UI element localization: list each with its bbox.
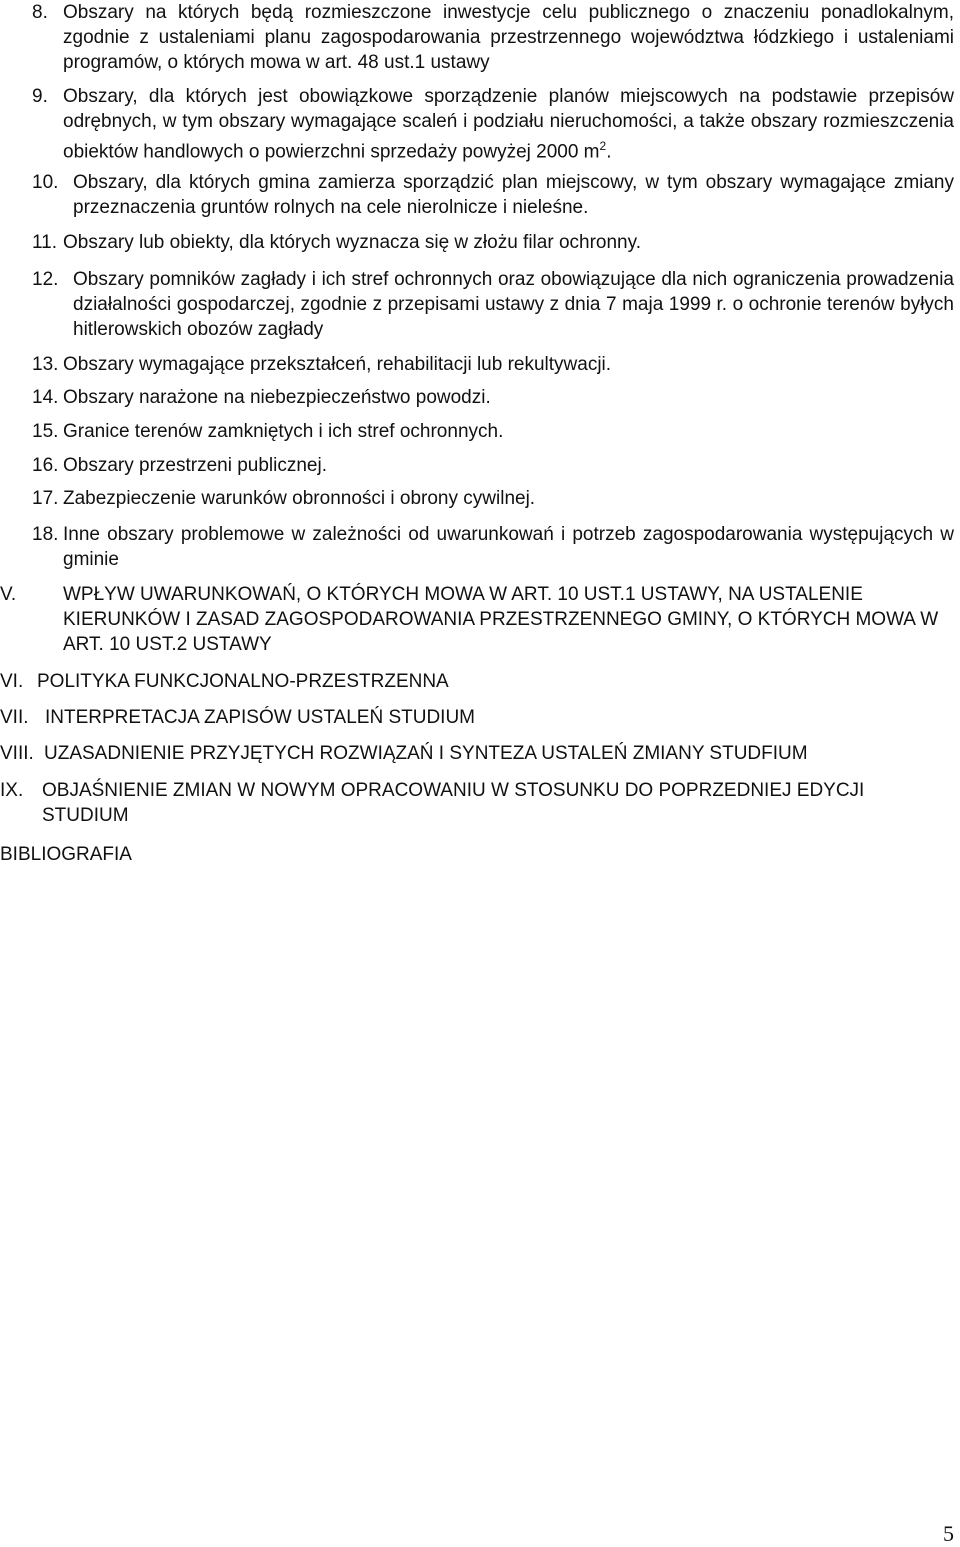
list-item-16 (32, 453, 954, 478)
list-item-11 (32, 230, 954, 255)
item-number: 17. (32, 488, 59, 509)
list-item-9 (32, 84, 954, 164)
item-text: Obszary narażone na niebezpieczeństwo powodzi. (63, 387, 491, 408)
item-number: 12. (32, 269, 59, 290)
section-heading: WPŁYW UWARUNKOWAŃ, O KTÓRYCH MOWA W ART. 10 UST.1 USTAWY, NA USTALENIE KIERUNKÓW I ZASAD ZAGOSPODAROWANIA PRZESTRZENNEGO GMINY, O KTÓRYCH MOWA W ART. 10 UST.2 USTAWY (63, 584, 939, 655)
section-number: VIII. (0, 743, 34, 764)
list-item-14 (32, 385, 954, 410)
item-text: Obszary lub obiekty, dla których wyznacza się w złożu filar ochronny. (63, 232, 641, 253)
item-text: Inne obszary problemowe w zależności od uwarunkowań i potrzeb zagospodarowania występujących w gminie (63, 524, 954, 570)
section-number: V. (0, 584, 17, 605)
item-text: Granice terenów zamkniętych i ich stref ochronnych. (63, 421, 504, 442)
page-number: 5 (943, 1521, 954, 1546)
section-ix (0, 778, 954, 828)
item-text: Zabezpieczenie warunków obronności i obrony cywilnej. (63, 488, 536, 509)
list-item-13 (32, 352, 954, 377)
bibliography-heading: BIBLIOGRAFIA (0, 844, 132, 865)
section-heading: INTERPRETACJA ZAPISÓW USTALEŃ STUDIUM (45, 707, 476, 728)
list-item-8 (32, 0, 954, 75)
item-number: 18. (32, 524, 59, 545)
item-text: Obszary, dla których gmina zamierza sporządzić plan miejscowy, w tym obszary wymagające zmiany przeznaczenia gruntów rolnych na cele nierolnicze i nieleśne. (73, 172, 954, 218)
list-item-15 (32, 419, 954, 444)
item-text: Obszary na których będą rozmieszczone inwestycje celu publicznego o znaczeniu ponadlokalnym, zgodnie z ustaleniami planu zagospodarowania przestrzennego województwa łódzkiego i ustaleniami programów, o których mowa w art. 48 ust.1 ustawy (63, 2, 954, 73)
section-vii (0, 705, 954, 730)
list-item-17 (32, 486, 954, 511)
item-number: 16. (32, 455, 59, 476)
item-number: 9. (32, 86, 48, 107)
item-text-tail: . (606, 141, 612, 163)
item-number: 10. (32, 172, 59, 193)
item-text: Obszary, dla których jest obowiązkowe sporządzenie planów miejscowych na podstawie przepisów odrębnych, w tym obszary wymagające scaleń i podziału nieruchomości, a także obszary rozmieszczenia obiektów handlowych o powierzchni sprzedaży powyżej 2000 m (63, 86, 954, 163)
item-number: 11. (32, 232, 58, 253)
item-text: Obszary wymagające przekształceń, rehabilitacji lub rekultywacji. (63, 354, 612, 375)
section-heading: UZASADNIENIE PRZYJĘTYCH ROZWIĄZAŃ I SYNTEZA USTALEŃ ZMIANY STUDFIUM (44, 743, 808, 764)
item-number: 13. (32, 354, 59, 375)
section-number: VII. (0, 707, 29, 728)
section-viii (0, 741, 954, 766)
item-text: Obszary pomników zagłady i ich stref ochronnych oraz obowiązujące dla nich ograniczenia prowadzenia działalności gospodarczej, zgodnie z przepisami ustawy z dnia 7 maja 1999 r. o ochronie terenów byłych hitlerowskich obozów zagłady (73, 269, 954, 340)
list-item-10 (32, 170, 954, 220)
item-number: 15. (32, 421, 59, 442)
section-number: VI. (0, 671, 24, 692)
item-number: 8. (32, 2, 48, 23)
item-number: 14. (32, 387, 59, 408)
item-text-container (32, 84, 954, 164)
item-text: Obszary przestrzeni publicznej. (63, 455, 327, 476)
list-item-12 (32, 267, 954, 342)
list-item-18 (32, 522, 954, 572)
section-heading: OBJAŚNIENIE ZMIAN W NOWYM OPRACOWANIU W STOSUNKU DO POPRZEDNIEJ EDYCJI STUDIUM (42, 780, 865, 826)
superscript: 2 (599, 139, 607, 153)
section-v (0, 582, 954, 657)
section-vi (0, 669, 954, 694)
section-heading: POLITYKA FUNKCJONALNO-PRZESTRZENNA (37, 671, 449, 692)
section-number: IX. (0, 780, 24, 801)
